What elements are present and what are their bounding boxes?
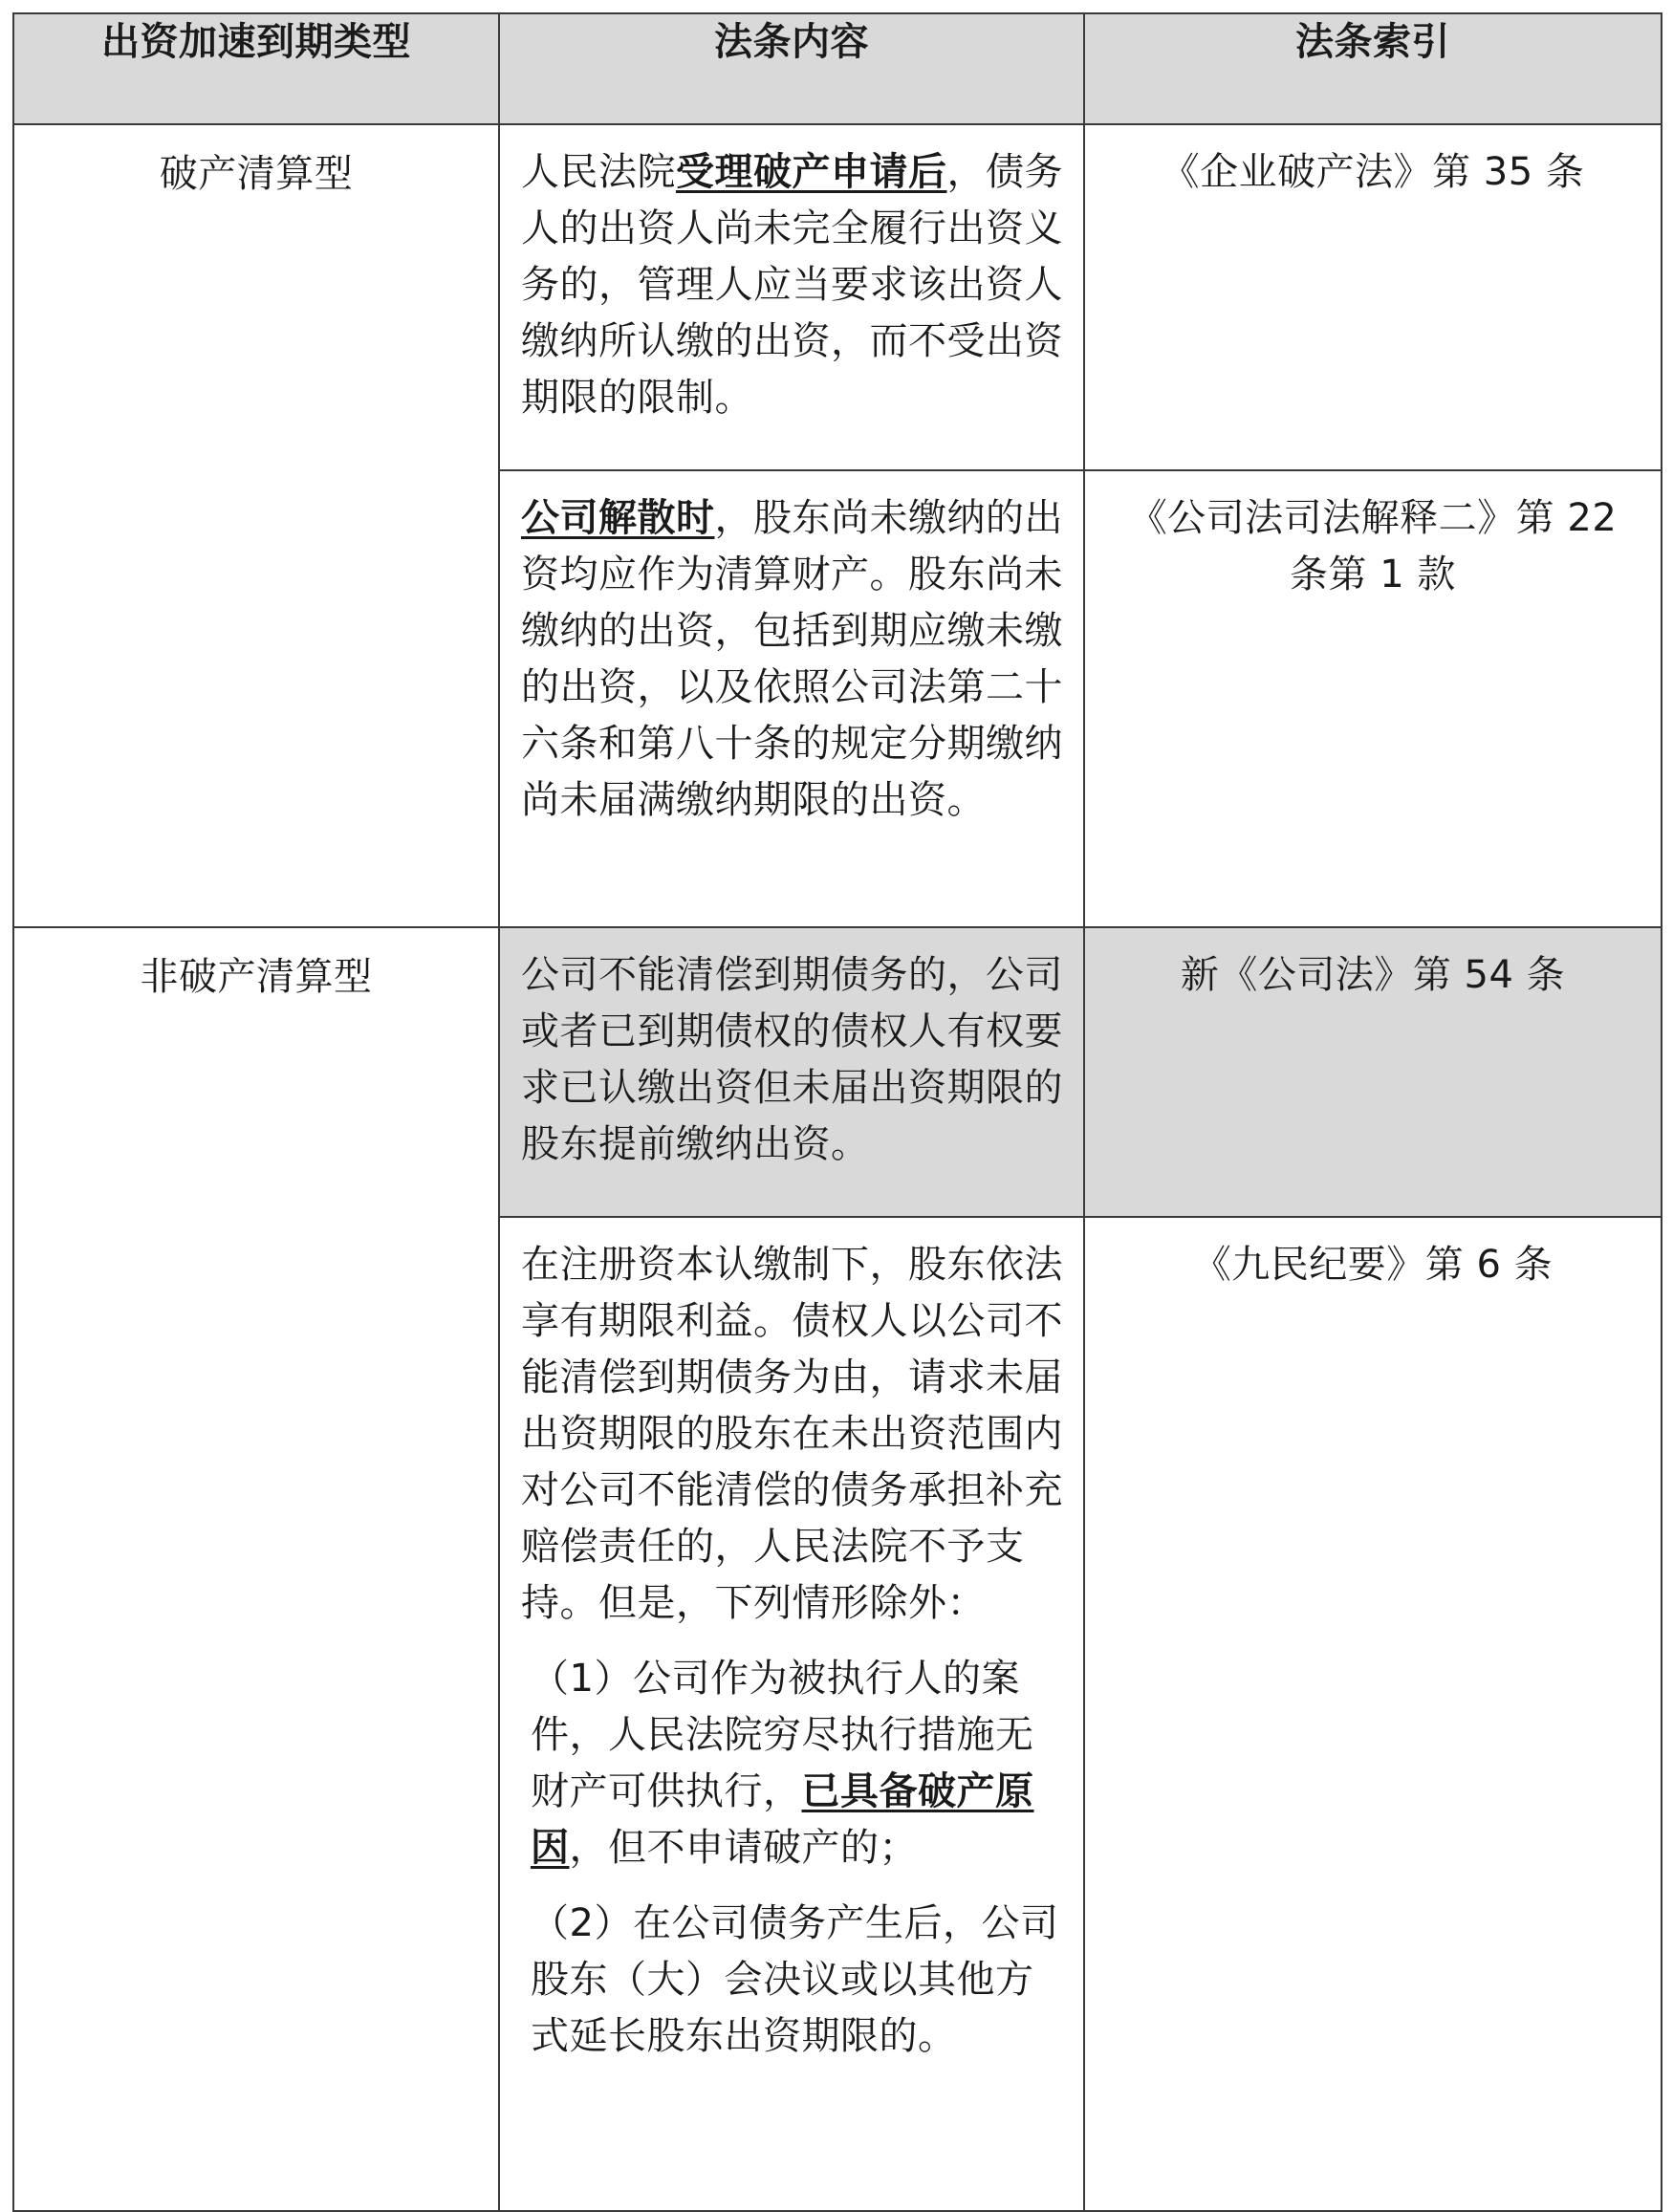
reference-cell: 《企业破产法》第 35 条 — [1084, 124, 1662, 470]
highlight-text: 受理破产申请后 — [676, 150, 947, 194]
content-cell — [499, 124, 1084, 470]
content-cell — [499, 1217, 1084, 2211]
content-text: ，但不申请破产的； — [569, 1826, 918, 1870]
content-text: （1）公司作为被执行人的案件，人民法院穷尽执行措施无财产可供执行， — [531, 1657, 1034, 1813]
content-cell — [499, 470, 1084, 927]
list-item: （2）在公司债务产生后，公司股东（大）会决议或以其他方式延长股东出资期限的。 — [531, 1901, 1059, 2058]
highlight-text: 已具备破产原因 — [531, 1769, 1034, 1870]
intro-paragraph: 在注册资本认缴制下，股东依法享有期限利益。债权人以公司不能清偿到期债务为由，请求未届出资期限的股东在未出资范围内对公司不能清偿的债务承担补充赔偿责任的，人民法院不予支持。但是，下列情形除外： — [521, 1243, 1063, 1625]
header-content: 法条内容 — [499, 13, 1084, 124]
law-table — [12, 12, 1662, 2212]
header-reference: 法条索引 — [1084, 13, 1662, 124]
table-row — [13, 927, 1662, 1217]
content-cell: 公司不能清偿到期债务的，公司或者已到期债权的债权人有权要求已认缴出资但未届出资期限的股东提前缴纳出资。 — [499, 927, 1084, 1217]
header-row — [13, 13, 1662, 124]
type-cell-bankruptcy: 破产清算型 — [13, 124, 499, 927]
header-type: 出资加速到期类型 — [13, 13, 499, 124]
table-row — [13, 124, 1662, 470]
reference-cell: 新《公司法》第 54 条 — [1084, 927, 1662, 1217]
reference-cell: 《九民纪要》第 6 条 — [1084, 1217, 1662, 2211]
content-text: ，债务人的出资人尚未完全履行出资义务的，管理人应当要求该出资人缴纳所认缴的出资，而不受出资期限的限制。 — [521, 150, 1063, 420]
content-text: 人民法院 — [521, 150, 676, 194]
highlight-text: 公司解散时 — [521, 496, 715, 540]
list-item — [521, 1651, 1064, 1876]
content-text: ，股东尚未缴纳的出资均应作为清算财产。股东尚未缴纳的出资，包括到期应缴未缴的出资，以及依照公司法第二十六条和第八十条的规定分期缴纳尚未届满缴纳期限的出资。 — [521, 496, 1063, 822]
reference-cell: 《公司法司法解释二》第 22 条第 1 款 — [1084, 470, 1662, 927]
type-cell-non-bankruptcy: 非破产清算型 — [13, 927, 499, 2211]
